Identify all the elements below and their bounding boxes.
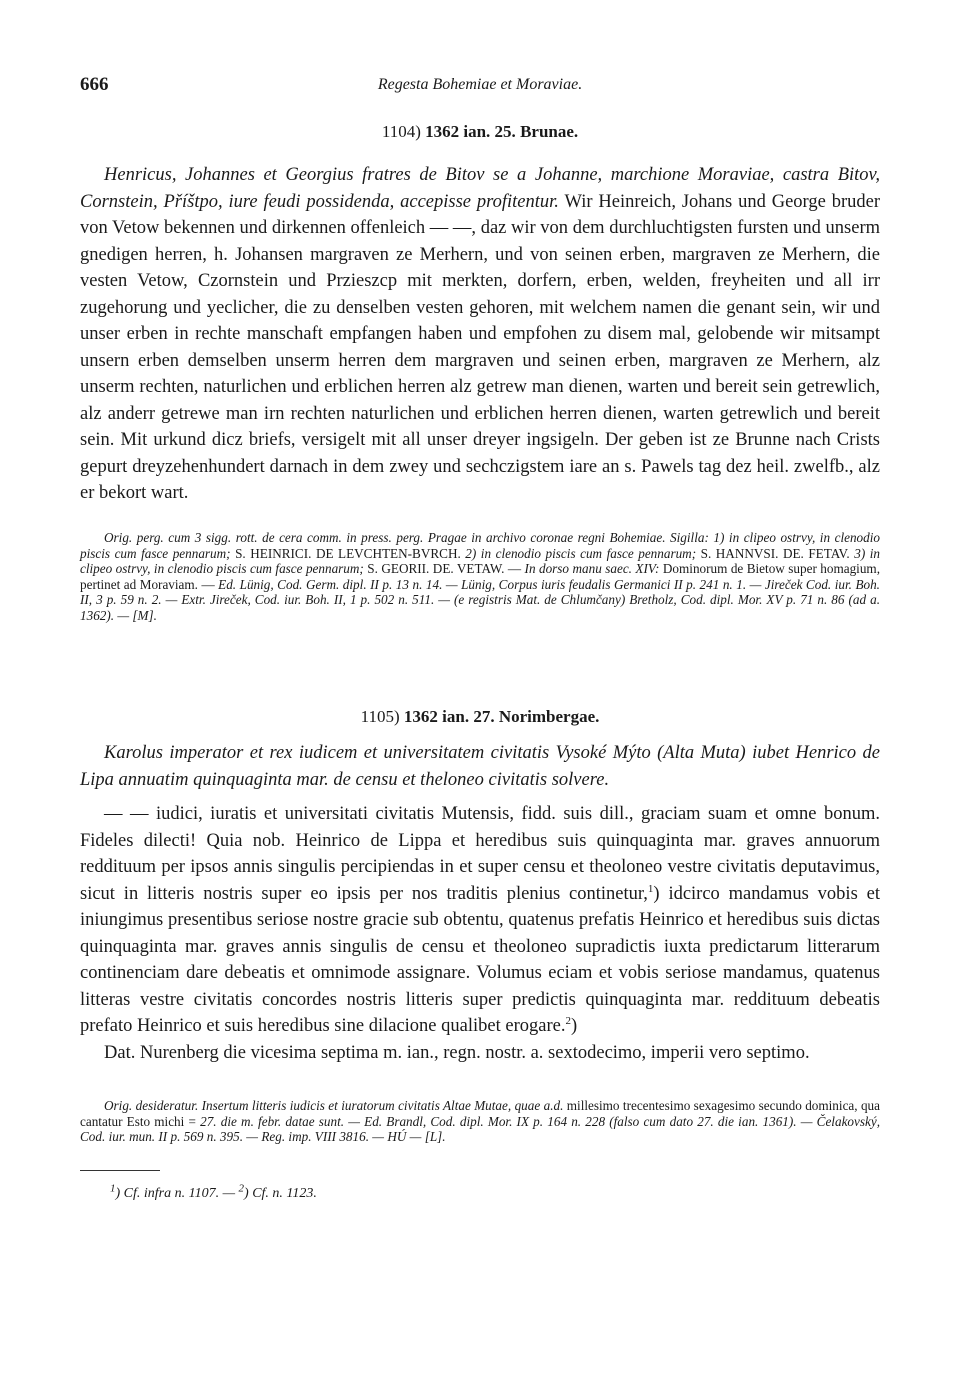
entry-date: 1362 ian. 27. — [403, 707, 495, 726]
seal-legend: S. HEINRICI. DE LEVCHTEN-BVRCH. — [230, 545, 466, 561]
critical-notes-1105 — [80, 1098, 880, 1145]
notes-part: Orig. desideratur. Insertum litteris iudicis et iuratorum civitatis Altae Mutae, quae a.d. — [104, 1098, 564, 1113]
footnote-divider — [80, 1170, 160, 1171]
running-title: Regesta Bohemiae et Moraviae. — [377, 76, 583, 93]
notes-part: 27. die m. febr. datae sunt. — Ed. Brandl, Cod. dipl. Mor. IX p. 164 n. 228 (falso cum dato 27. die ian. 1361). — Čelakovský, Cod. iur. mun. II p. 569 n. 395. — Reg. imp. VIII 3816. — HÚ — [L]. — [80, 1113, 880, 1145]
dating-clause-1105 — [80, 1040, 880, 1067]
entry-body-1104 — [80, 162, 880, 507]
charter-text: Wir Heinreich, Johans und George bruder von Vetow bekennen und dirkennen offenleich — —, daz wir von dem durchluchtigsten fursten und unserm gnedigen herren, h. Johansen margraven ze Merhern, und von seinen erben, margraven ze Merhern, die vesten Vetow, Czornstein und Przieszcp mit merkten, dorfern, erben, welden, freyheiten und all irr zugehorung und yeclicher, die zu denselben vesten gehoren, mit welchem namen die genant sein, wir und unser erben in rechte manschaft empfangen haben und empfohen zu disem mal, gelobende wir mitsampt unsern erben demselben unserm herren dem margraven und seinen erben, margraven ze Merhern, alz unserm rechten, naturlichen und erblichen herren alz getrew man dienen, warten und bereit sein getrewlich, alz anderr getrewe man irn rechten naturlichen und erblichen herren dienen, warten getrewlich und bereit sein. Mit urkund dicz briefs, versigelt mit all unser dreyer ingsigeln. Der geben ist ze Brunne nach Crists gepurt dreyzehenhundert darnach in dem zwey und sechczigstem iare an s. Pawels tag dez heil. zwelfb., alz er bekort wart. — [80, 191, 880, 503]
dorsal-note: Dominorum de Bietow super homagium, pertinet ad Moraviam. — — [80, 561, 880, 592]
charter-text-1105 — [80, 801, 880, 1040]
footnotes — [110, 1182, 880, 1202]
dating-text: Dat. Nurenberg die vicesima septima m. ian., regn. nostr. a. sextodecimo, imperii vero septimo. — [104, 1043, 810, 1063]
footnote-ref: 2 — [565, 1014, 571, 1027]
footnote-mark: 2 — [238, 1182, 245, 1195]
charter-text-part: — — iudici, iuratis et universitati civitatis Mutensis, fidd. suis dill., graciam suam et omne bonum. Fideles dilecti! Quia nob. Heinrico de Lippa et heredibus suis quinquaginta mar. graves annuorum reddituum per ipsos annis singulis percipiendas in et super censu et theoloneo vestre civitatis deputavimus, sicut in litteris nostris super eo ipsis per nos traditis plenius continetur, — [80, 804, 880, 904]
entry-number: 1104) — [381, 122, 421, 141]
page-header — [80, 74, 880, 104]
notes-part: In dorso manu saec. XIV: — [524, 561, 660, 577]
regest-summary: Henricus, Johannes et Georgius fratres de Bitov se a Johanne, marchione Moraviae, castra Bitov, Cornstein, Příštpo, iure feudi possidenda, accepisse profitentur. — [80, 165, 880, 212]
footnote-mark: 1 — [110, 1182, 116, 1195]
footnote-ref: 1 — [647, 882, 654, 895]
notes-part: Orig. perg. cum 3 sigg. rott. de cera comm. in press. perg. Pragae in archivo coronae regni Bohemiae. Sigilla: 1) in clipeo ostrvy, in clenodio piscis cum fasce pennarum; — [80, 530, 880, 561]
footnote-text: ) Cf. n. 1123. — [244, 1186, 317, 1201]
entry-heading-1105 — [80, 707, 880, 727]
footnote-text: ) Cf. infra n. 1107. — — [115, 1186, 239, 1201]
entry-place: Norimbergae. — [498, 707, 600, 726]
editions: Ed. Lünig, Cod. Germ. dipl. II p. 13 n. 14. — Lünig, Corpus iuris feudalis Germanici II p. 241 n. 1. — Jireček Cod. iur. Boh. II, 3 p. 59 n. 2. — Extr. Jireček, Cod. iur. Boh. II, 1 p. 502 n. 511. — (e registris Mat. de Chlumčany) Bretholz, Cod. dipl. Mor. XV p. 71 n. 86 (ad a. 1362). — [M]. — [80, 576, 880, 623]
charter-text-part: ) idcirco mandamus vobis et iniungimus presentibus seriose nostre gracie sub obtentu, quatenus prefatis Heinrico et heredibus suis dictas quinquaginta mar. graves annis singulis de censu et theoloneo supradictis iuxta predictarum litterarum continenciam dare debeatis et omnimode assignare. Volumus eciam et vobis seriose mandamus, quatenus litteras vestre civitatis concordes nostris litteris super predictis quinquaginta mar. reddituum debeatis prefato Heinrico et suis heredibus sine dilacione qualibet erogare. — [80, 883, 880, 1036]
charter-text-part: ) — [570, 1016, 578, 1036]
entry-heading-1104 — [80, 122, 880, 142]
notes-part: 2) in clenodio piscis cum fasce pennarum; — [465, 545, 697, 561]
regest-summary-1105 — [80, 740, 880, 793]
entry-number: 1105) — [360, 707, 400, 726]
regest-text: Karolus imperator et rex iudicem et universitatem civitatis Vysoké Mýto (Alta Muta) iubet Henrico de Lipa annuatim quinquaginta mar. de censu et theloneo civitatis solvere. — [80, 743, 880, 790]
critical-notes-1104 — [80, 530, 880, 624]
entry-date: 1362 ian. 25. — [425, 122, 516, 141]
entry-place: Brunae. — [520, 122, 579, 141]
seal-legend: S. GEORII. DE. VETAW. — — [363, 561, 525, 577]
page-number: 666 — [80, 74, 109, 95]
seal-legend: S. HANNVSI. DE. FETAV. — [696, 545, 855, 561]
notes-part: 3) in clipeo ostrvy, in clenodio piscis cum fasce pennarum; — [80, 545, 880, 577]
notes-part: millesimo trecentesimo sexagesimo secundo dominica, qua cantatur Esto michi = — [80, 1098, 881, 1129]
